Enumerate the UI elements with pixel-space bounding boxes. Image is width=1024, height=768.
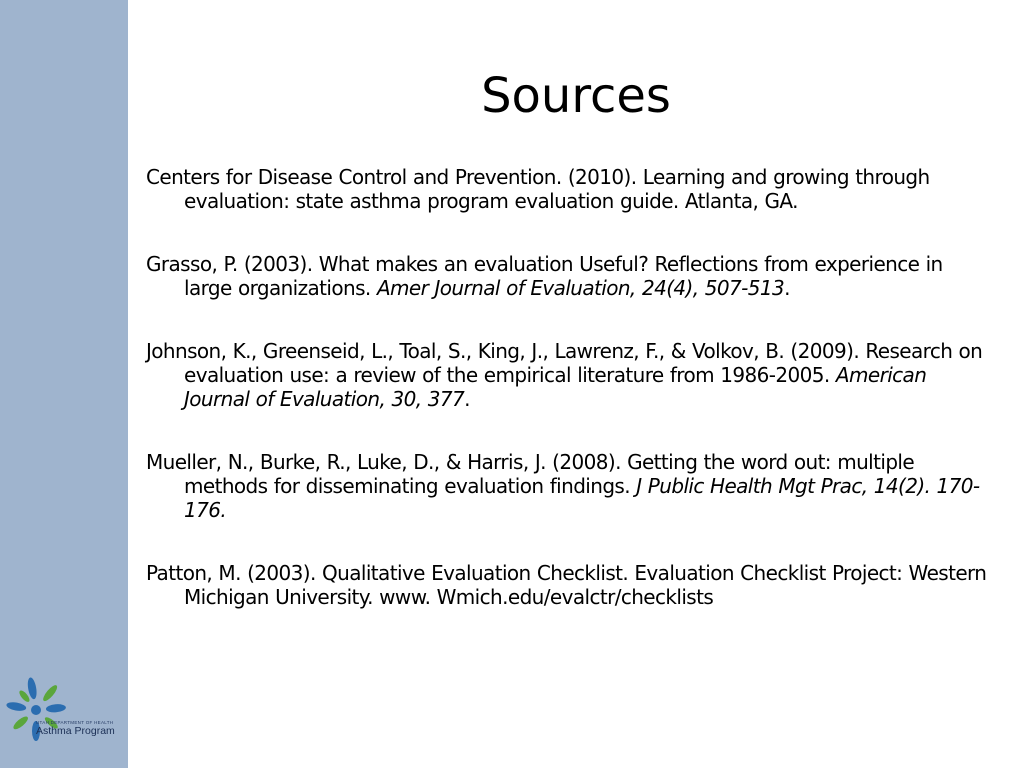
sidebar-panel	[0, 0, 128, 768]
reference-text: Patton, M. (2003). Qualitative Evaluation Checklist. Evaluation Checklist Project: Western Michigan University. www. Wmich.edu/evalctr/checklists	[146, 561, 987, 609]
logo-department-text: UTAH DEPARTMENT OF HEALTH	[36, 720, 114, 725]
reference-list	[146, 165, 996, 648]
logo-program-text: Asthma Program	[36, 725, 115, 737]
reference-item	[146, 450, 996, 522]
reference-item	[146, 561, 996, 609]
reference-text: Mueller, N., Burke, R., Luke, D., & Harris, J. (2008). Getting the word out: multiple methods for disseminating evaluation findings.	[146, 450, 915, 498]
reference-journal: Amer Journal of Evaluation, 24(4), 507-513	[376, 276, 785, 300]
asthma-program-logo	[0, 670, 128, 768]
reference-text: Grasso, P. (2003). What makes an evaluation Useful? Reflections from experience in large organizations.	[146, 252, 943, 300]
slide-title: Sources	[481, 68, 671, 124]
reference-item	[146, 339, 996, 411]
reference-journal: American Journal of Evaluation, 30, 377	[184, 363, 927, 411]
reference-text: Centers for Disease Control and Prevention. (2010). Learning and growing through evaluation: state asthma program evaluation guide. Atlanta, GA.	[146, 165, 930, 213]
reference-suffix: .	[464, 387, 470, 411]
reference-journal: J Public Health Mgt Prac, 14(2). 170-176.	[184, 474, 980, 522]
reference-text: Johnson, K., Greenseid, L., Toal, S., King, J., Lawrenz, F., & Volkov, B. (2009). Research on evaluation use: a review of the empirical literature from 1986-2005.	[146, 339, 983, 387]
reference-item	[146, 165, 996, 213]
reference-suffix: .	[784, 276, 790, 300]
reference-item	[146, 252, 996, 300]
